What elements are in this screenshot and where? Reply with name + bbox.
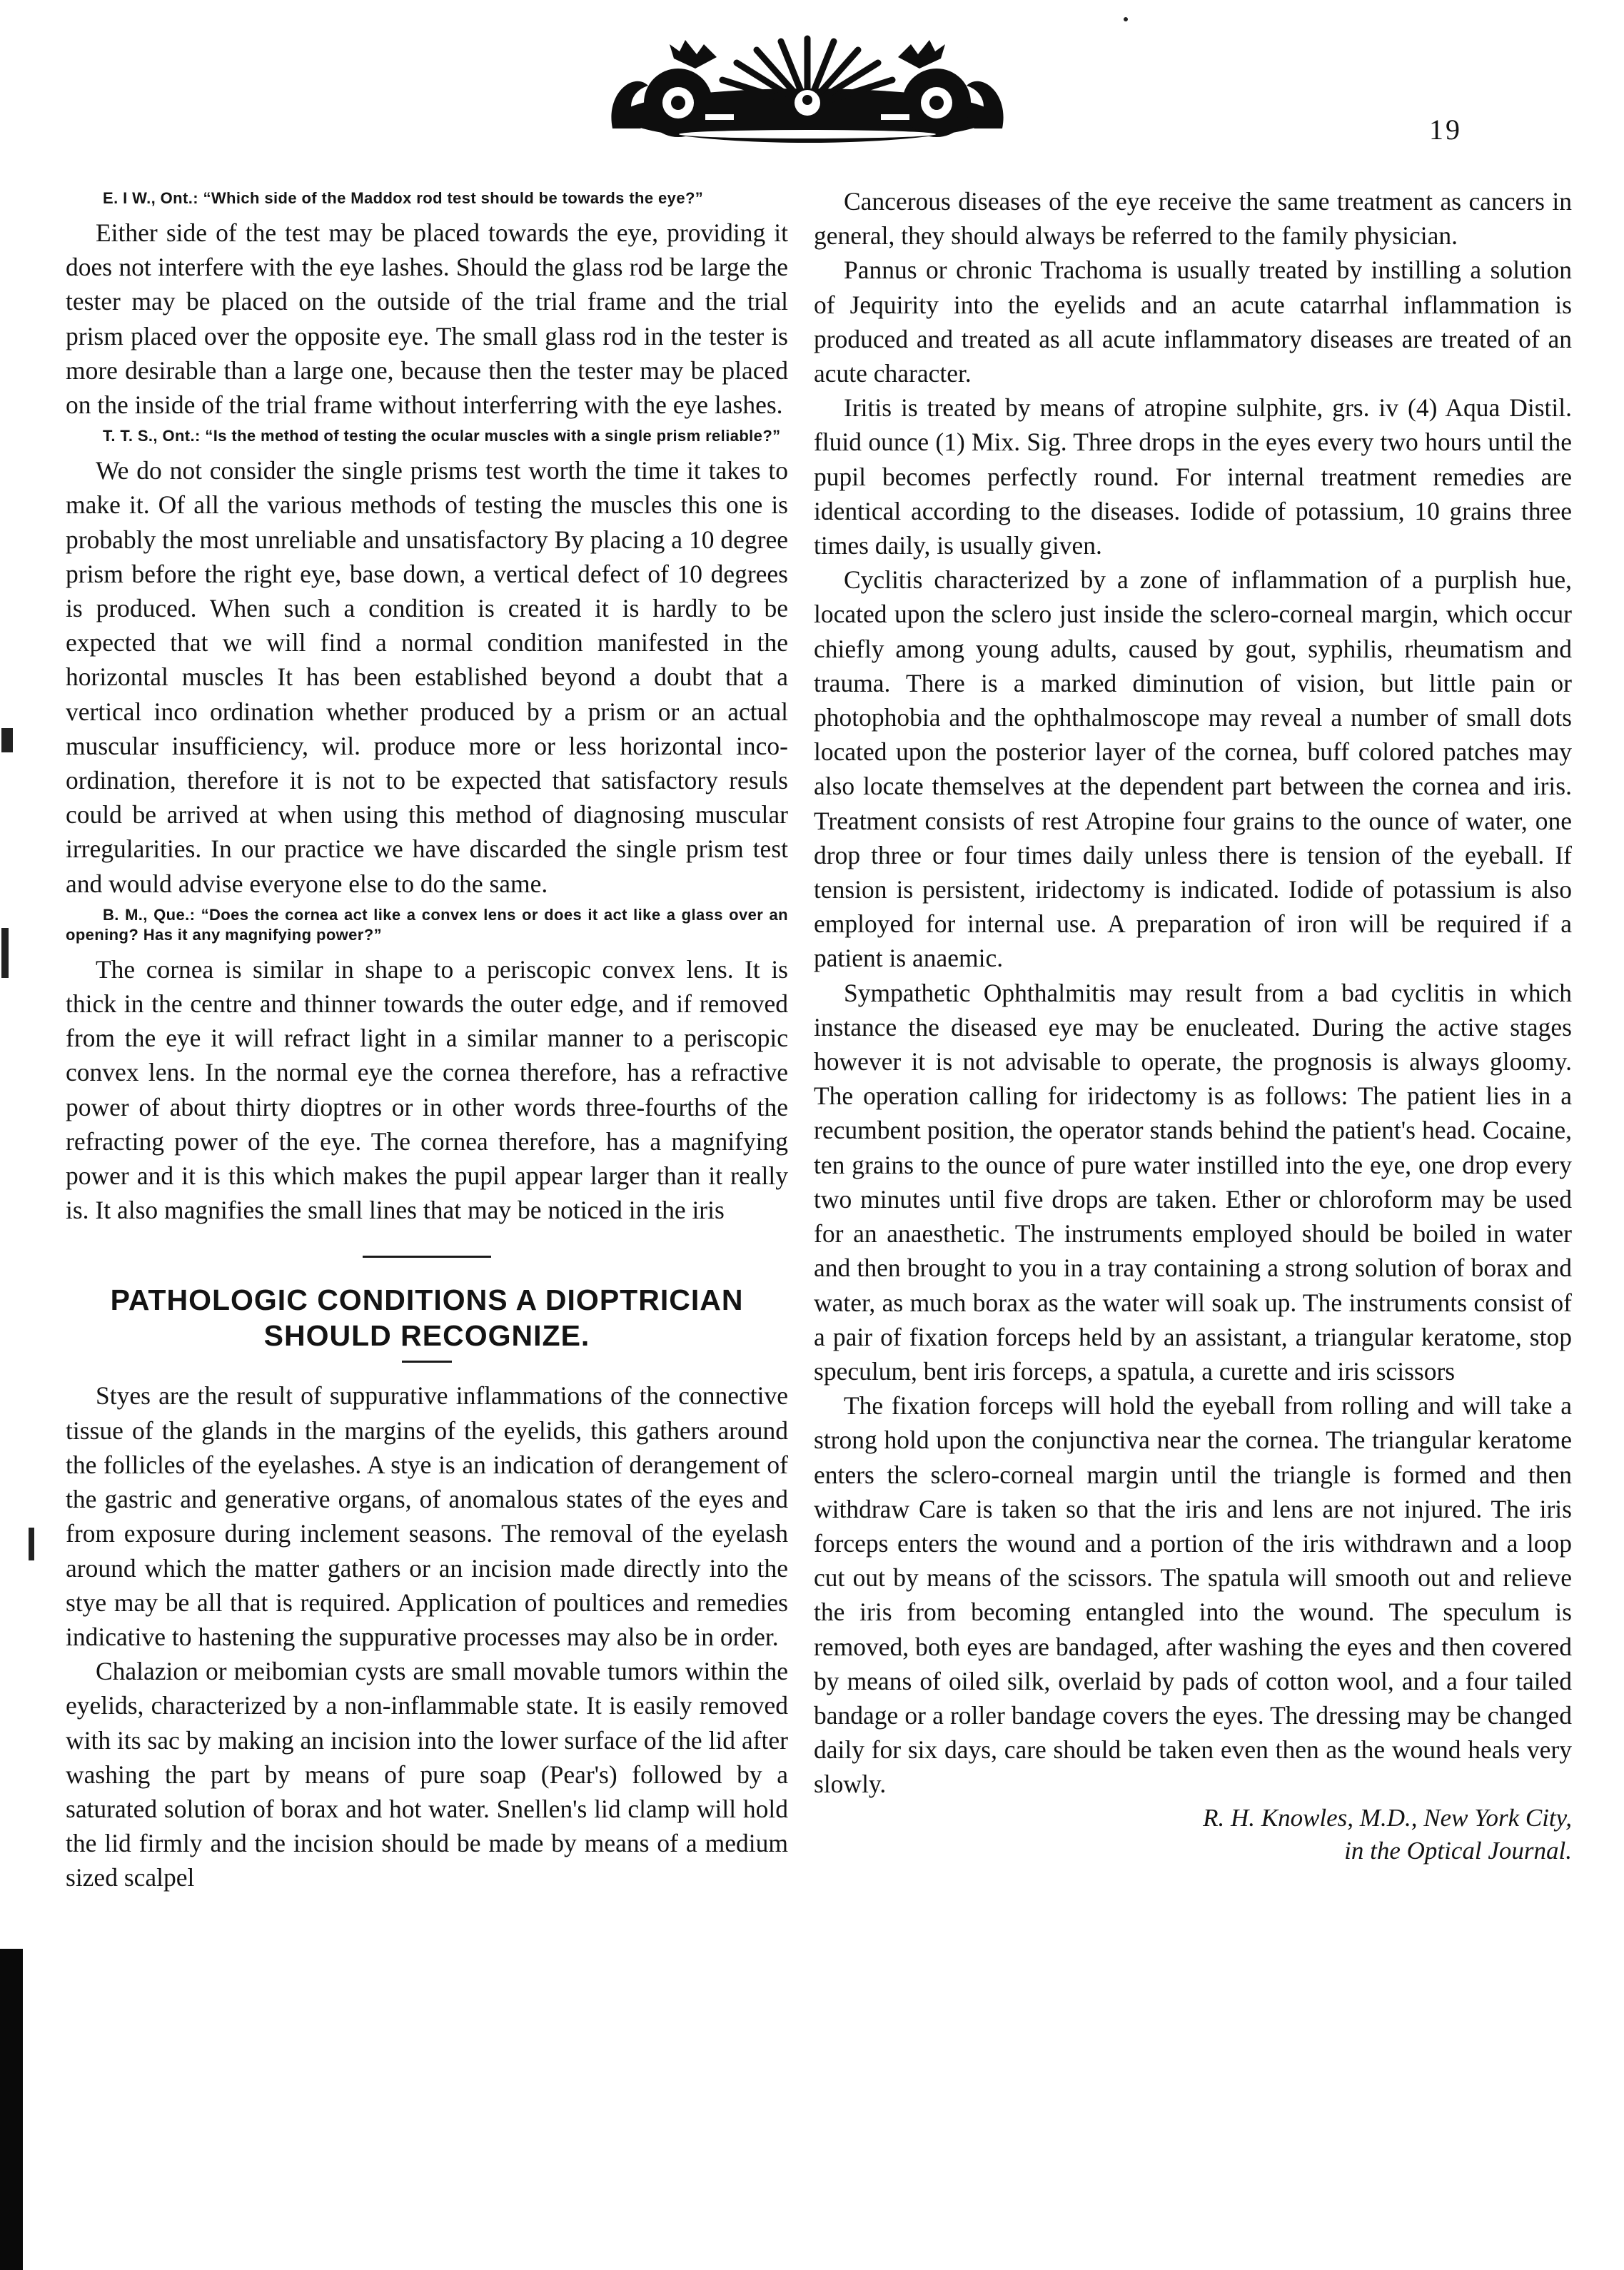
heading-divider <box>402 1361 452 1363</box>
scan-mark <box>1 928 9 978</box>
body-paragraph: Cancerous diseases of the eye receive the same treatment as cancers in general, they should always be referred to the family physician. <box>814 187 1572 251</box>
scanned-edge-shadow <box>0 1949 23 2270</box>
answer-paragraph: We do not consider the single prisms test worth the time it takes to make it. Of all the various methods of testing the muscles this one is probably the most unreliable and unsatisfactory By placing a 10 degree prism before the right eye, base down, a vertical defect of 10 degrees is produced. When such a condition is created it is hardly to be expected that we will find a normal condition manifested in the horizontal muscles It has been established beyond a doubt that a vertical inco ordination whether produced by a prism or an actual muscular insufficiency, wil. produce more or less horizontal inco-ordination, therefore it is not to be expected that satisfactory resuls could be arrived at when using this method of diagnosing muscular irregularities. In our practice we have discarded the single prism test and would advise everyone else to do the same. <box>66 456 788 898</box>
answer-paragraph: Either side of the test may be placed towards the eye, providing it does not interfere with the eye lashes. Should the glass rod be large the tester may be placed on the outside of the trial frame and the trial prism placed over the opposite eye. The small glass rod in the tester is more desirable than a large one, because then the tester may be placed on the inside of the trial frame without interferring with the eye lashes. <box>66 218 788 420</box>
decorative-header-ornament-icon <box>598 29 1017 157</box>
scan-mark <box>29 1528 34 1560</box>
body-paragraph: Pannus or chronic Trachoma is usually treated by instilling a solution of Jequirity into the eyelids and an acute catarrhal inflammation is produced and treated as all acute inflammatory diseases are treated of an acute character. <box>814 256 1572 388</box>
reader-question: E. I W., Ont.: “Which side of the Maddox rod test should be towards the eye?” <box>103 189 704 207</box>
source-credit: in the Optical Journal. <box>1344 1836 1572 1865</box>
left-column <box>66 184 788 1895</box>
right-column <box>814 184 1572 1867</box>
body-paragraph: Iritis is treated by means of atropine sulphite, grs. iv (4) Aqua Distil. fluid ounce (1) Mix. Sig. Three drops in the eyes every two hours until the pupil becomes perfectly round. For internal treatment remedies are identical according to the diseases. Iodide of potassium, 10 grains three times daily, is usually given. <box>814 393 1572 560</box>
section-heading: PATHOLOGIC CONDITIONS A DIOPTRICIAN SHOULD RECOGNIZE. <box>110 1283 744 1353</box>
author-signature: R. H. Knowles, M.D., New York City, <box>1203 1803 1572 1832</box>
body-paragraph: The fixation forceps will hold the eyeball from rolling and will take a strong hold upon the conjunctiva near the cornea. The triangular keratome enters the sclero-corneal margin until the triangle is formed and then withdraw Care is taken so that the iris and lens are not injured. The iris forceps enters the wound and a portion of the iris withdrawn and a loop cut out by means of the scissors. The spatula will smooth out and relieve the iris from becoming entangled into the wound. The speculum is removed, both eyes are bandaged, after washing the eyes and then covered by means of oiled silk, overlaid by pads of cotton wool, and a four tailed bandage or a roller bandage covers the eyes. The dressing may be changed daily for six days, care should be taken even then as the wound heals very slowly. <box>814 1391 1572 1799</box>
reader-question: B. M., Que.: “Does the cornea act like a convex lens or does it act like a glass over an opening? Has it any magnifying power?” <box>66 905 788 944</box>
body-paragraph: Styes are the result of suppurative inflammations of the connective tissue of the glands in the margins of the eyelids, this gathers around the follicles of the eyelashes. A stye is an indication of derangement of the gastric and generative organs, of anomalous states of the eyes and from exposure during inclement seasons. The removal of the eyelash around which the matter gathers or an incision made directly into the stye may be all that is required. Application of poultices and remedies indicative to hastening the suppurative processes may also be in order. <box>66 1381 788 1651</box>
page-number: 19 <box>1429 113 1462 146</box>
scan-mark <box>1 728 13 752</box>
body-paragraph: Chalazion or meibomian cysts are small movable tumors within the eyelids, characterized by a non-inflammable state. It is easily removed with its sac by making an incision into the lower surface of the lid after washing the part by means of pure soap (Pear's) followed by a saturated solution of borax and hot water. Snellen's lid clamp will hold the lid firmly and the incision should be made by means of a medium sized scalpel <box>66 1657 788 1892</box>
body-paragraph: Sympathetic Ophthalmitis may result from a bad cyclitis in which instance the diseased eye may be enucleated. During the active stages however it is not advisable to operate, the prognosis is always gloomy. The operation calling for iridectomy is as follows: The patient lies in a recumbent position, the operator stands behind the patient's head. Cocaine, ten grains to the ounce of pure water instilled into the eye, one drop every two minutes until five drops are taken. Ether or chloroform may be used for an anaesthetic. The instruments employed should be boiled in water and then brought to you in a tray containing a strong solution of borax and water, as much borax as the water will soak up. The instruments consist of a pair of fixation forceps held by an assistant, a triangular keratome, stop speculum, bent iris forceps, a spatula, a curette and iris scissors <box>814 978 1572 1386</box>
reader-question: T. T. S., Ont.: “Is the method of testing the ocular muscles with a single prism reliable?” <box>103 427 781 445</box>
section-divider <box>363 1256 491 1258</box>
body-paragraph: Cyclitis characterized by a zone of inflammation of a purplish hue, located upon the sclero just inside the sclero-corneal margin, which occur chiefly among young adults, caused by gout, syphilis, rheumatism and trauma. There is a marked diminution of vision, but little pain or photophobia and the ophthalmoscope may reveal a number of small dots located upon the posterior layer of the cornea, buff colored patches may also locate themselves at the dependent part between the cornea and iris. Treatment consists of rest Atropine four grains to the ounce of water, one drop three or four times daily unless there is tension of the eyeball. If tension is persistent, iridectomy is indicated. Iodide of potassium is also employed for internal use. A preparation of iron will be required if a patient is anaemic. <box>814 565 1572 973</box>
answer-paragraph: The cornea is similar in shape to a periscopic convex lens. It is thick in the centre and thinner towards the outer edge, and if removed from the eye it will refract light in a similar manner to a periscopic convex lens. In the normal eye the cornea therefore, has a refractive power of about thirty dioptres or in other words three-fourths of the refracting power of the eye. The cornea therefore, has a magnifying power and it is this which makes the pupil appear larger than it really is. It also magnifies the small lines that may be noticed in the iris <box>66 954 788 1225</box>
ink-dot <box>1124 17 1128 21</box>
